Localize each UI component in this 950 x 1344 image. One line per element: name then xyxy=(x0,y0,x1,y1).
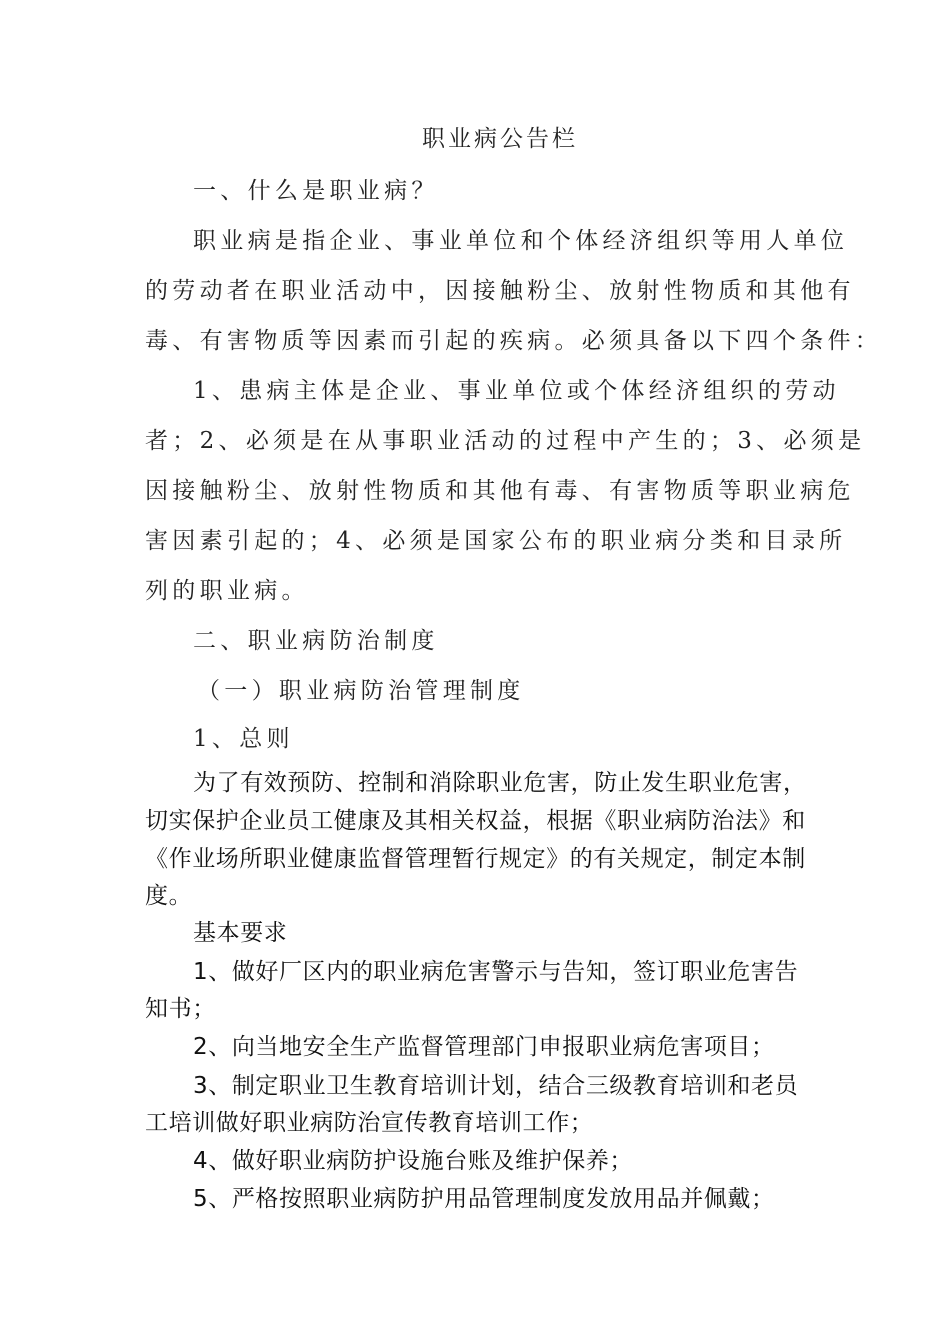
subsection-heading: （一）职业病防治管理制度 xyxy=(197,678,525,704)
conditions-line: 害因素引起的；4、必须是国家公布的职业病分类和目录所 xyxy=(145,528,847,554)
requirement-line: 知书； xyxy=(145,996,216,1022)
requirement-line: 4、做好职业病防护设施台账及维护保养； xyxy=(193,1148,634,1174)
section-heading-prevention: 二、职业病防治制度 xyxy=(193,628,439,654)
general-line: 切实保护企业员工健康及其相关权益，根据《职业病防治法》和 xyxy=(145,808,806,834)
definition-line: 的劳动者在职业活动中，因接触粉尘、放射性物质和其他有 xyxy=(145,278,855,304)
requirement-line: 5、严格按照职业病防护用品管理制度发放用品并佩戴； xyxy=(193,1186,775,1212)
conditions-line: 列的职业病。 xyxy=(145,578,309,604)
definition-line: 职业病是指企业、事业单位和个体经济组织等用人单位 xyxy=(193,228,849,254)
requirement-line: 2、向当地安全生产监督管理部门申报职业病危害项目； xyxy=(193,1034,775,1060)
requirement-line: 工培训做好职业病防治宣传教育培训工作； xyxy=(145,1110,594,1136)
page-title: 职业病公告栏 xyxy=(422,126,578,152)
definition-line: 毒、有害物质等因素而引起的疾病。必须具备以下四个条件： xyxy=(145,328,883,354)
general-line: 《作业场所职业健康监督管理暂行规定》的有关规定，制定本制 xyxy=(145,846,806,872)
general-heading: 1、总则 xyxy=(193,726,294,752)
general-line: 为了有效预防、控制和消除职业危害，防止发生职业危害， xyxy=(193,770,807,796)
requirement-line: 1、做好厂区内的职业病危害警示与告知，签订职业危害告 xyxy=(193,959,799,985)
conditions-line: 者；2、必须是在从事职业活动的过程中产生的；3、必须是 xyxy=(145,428,866,454)
requirements-heading: 基本要求 xyxy=(193,920,288,946)
conditions-line: 1、患病主体是企业、事业单位或个体经济组织的劳动 xyxy=(193,378,840,404)
section-heading-what-is: 一、什么是职业病？ xyxy=(193,178,439,204)
conditions-line: 因接触粉尘、放射性物质和其他有毒、有害物质等职业病危 xyxy=(145,478,855,504)
requirement-line: 3、制定职业卫生教育培训计划，结合三级教育培训和老员 xyxy=(193,1073,799,1099)
general-line: 度。 xyxy=(145,883,193,909)
